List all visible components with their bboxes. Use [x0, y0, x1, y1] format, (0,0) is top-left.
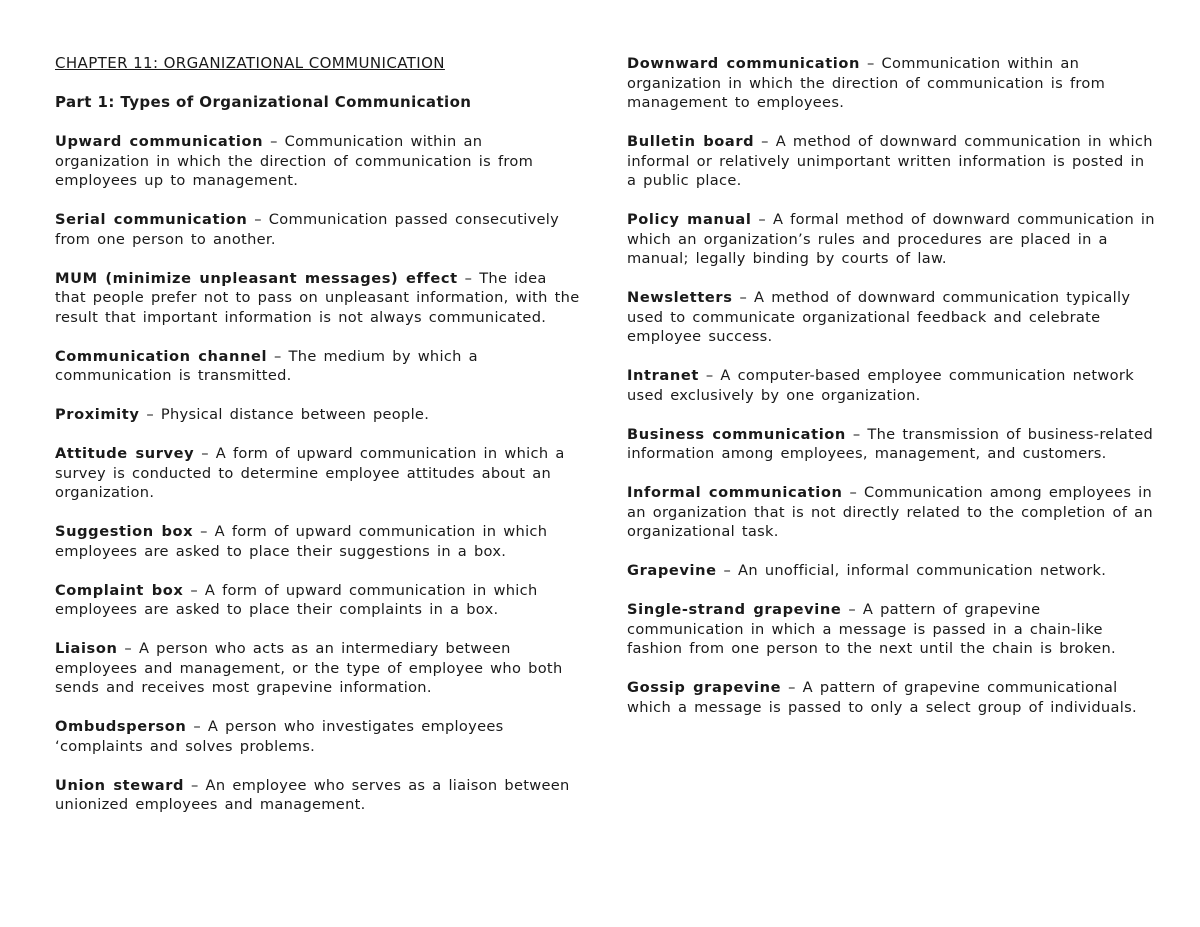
- glossary-term: Liaison: [55, 640, 118, 657]
- glossary-term: Communication channel: [55, 347, 268, 365]
- glossary-term: Gossip grapevine: [627, 679, 782, 696]
- glossary-entry: [627, 678, 1155, 717]
- glossary-definition: – A method of downward communication in which informal or relatively unimportant written information is posted in a public place.: [627, 133, 1153, 189]
- glossary-definition: – The idea that people prefer not to pass on unpleasant information, with the result that important information is not always communicated.: [55, 269, 580, 326]
- right-glossary: [627, 54, 1155, 717]
- glossary-definition: – An employee who serves as a liaison between unionized employees and management.: [55, 776, 570, 813]
- glossary-entry: [55, 639, 580, 698]
- glossary-term: Business communication: [627, 425, 846, 443]
- glossary-term: Single-strand grapevine: [627, 601, 842, 618]
- glossary-definition: – A form of upward communication in which a survey is conducted to determine employee attitudes about an organization.: [55, 445, 565, 501]
- glossary-entry: [55, 132, 580, 191]
- glossary-definition: – A person who investigates employees ‘complaints and solves problems.: [55, 718, 504, 755]
- glossary-entry: [627, 425, 1155, 464]
- glossary-term: Attitude survey: [55, 445, 195, 462]
- glossary-term: Informal communication: [627, 484, 843, 501]
- glossary-term: Downward communication: [627, 55, 861, 72]
- glossary-entry: [627, 483, 1155, 542]
- glossary-entry: [627, 561, 1155, 581]
- glossary-entry: [55, 444, 580, 503]
- glossary-definition: – Physical distance between people.: [139, 406, 430, 423]
- glossary-entry: [55, 269, 580, 328]
- glossary-definition: – A person who acts as an intermediary between employees and management, or the type of employee who both sends and receives most grapevine information.: [55, 640, 563, 696]
- glossary-definition: – Communication within an organization in which the direction of communication is from employees up to management.: [55, 133, 534, 189]
- left-glossary: [55, 132, 580, 815]
- glossary-term: Ombudsperson: [55, 718, 187, 735]
- glossary-definition: – A pattern of grapevine communication in which a message is passed in a chain-like fashion from one person to the next until the chain is broken.: [627, 601, 1116, 657]
- glossary-entry: [627, 54, 1155, 113]
- glossary-entry: [55, 776, 580, 815]
- glossary-entry: [55, 717, 580, 756]
- glossary-term: Newsletters: [627, 289, 733, 306]
- glossary-definition: – The medium by which a communication is transmitted.: [55, 347, 478, 384]
- glossary-term: Complaint box: [55, 581, 184, 599]
- glossary-definition: – A method of downward communication typically used to communicate organizational feedback and celebrate employee success.: [627, 289, 1131, 345]
- glossary-definition: – A computer-based employee communication network used exclusively by one organization.: [627, 367, 1134, 404]
- glossary-term: Grapevine: [627, 562, 717, 579]
- left-column: [55, 54, 580, 834]
- glossary-entry: [627, 288, 1155, 347]
- glossary-definition: – A form of upward communication in which employees are asked to place their suggestions in a box.: [55, 523, 548, 560]
- glossary-term: Proximity: [55, 406, 140, 423]
- part-title: Part 1: Types of Organizational Communication: [55, 93, 472, 111]
- glossary-entry: [55, 405, 580, 425]
- glossary-term: Policy manual: [627, 211, 752, 228]
- glossary-term: Suggestion box: [55, 523, 194, 540]
- glossary-definition: – A pattern of grapevine communicational which a message is passed to only a select group of individuals.: [627, 679, 1137, 716]
- right-column: [627, 54, 1155, 737]
- glossary-entry: [627, 600, 1155, 659]
- chapter-title: CHAPTER 11: ORGANIZATIONAL COMMUNICATION: [55, 54, 445, 72]
- glossary-definition: – An unofficial, informal communication network.: [716, 562, 1107, 579]
- glossary-entry: [55, 522, 580, 561]
- glossary-term: Bulletin board: [627, 133, 755, 150]
- glossary-entry: [627, 366, 1155, 405]
- glossary-definition: – The transmission of business-related information among employees, management, and customers.: [627, 425, 1154, 462]
- glossary-definition: – Communication within an organization in which the direction of communication is from management to employees.: [627, 55, 1106, 111]
- glossary-definition: – Communication passed consecutively from one person to another.: [55, 211, 560, 248]
- glossary-term: Serial communication: [55, 211, 248, 228]
- glossary-term: Union steward: [55, 776, 185, 794]
- glossary-definition: – A formal method of downward communication in which an organization’s rules and procedures are placed in a manual; legally binding by courts of law.: [627, 211, 1155, 267]
- glossary-entry: [627, 132, 1155, 191]
- glossary-entry: [55, 581, 580, 620]
- glossary-entry: [627, 210, 1155, 269]
- glossary-term: Intranet: [627, 367, 699, 384]
- glossary-term: MUM (minimize unpleasant messages) effect: [55, 269, 458, 287]
- glossary-definition: – A form of upward communication in which employees are asked to place their complaints in a box.: [55, 581, 538, 618]
- glossary-entry: [55, 347, 580, 386]
- glossary-definition: – Communication among employees in an organization that is not directly related to the completion of an organizational task.: [627, 484, 1153, 540]
- glossary-term: Upward communication: [55, 133, 264, 150]
- glossary-entry: [55, 210, 580, 249]
